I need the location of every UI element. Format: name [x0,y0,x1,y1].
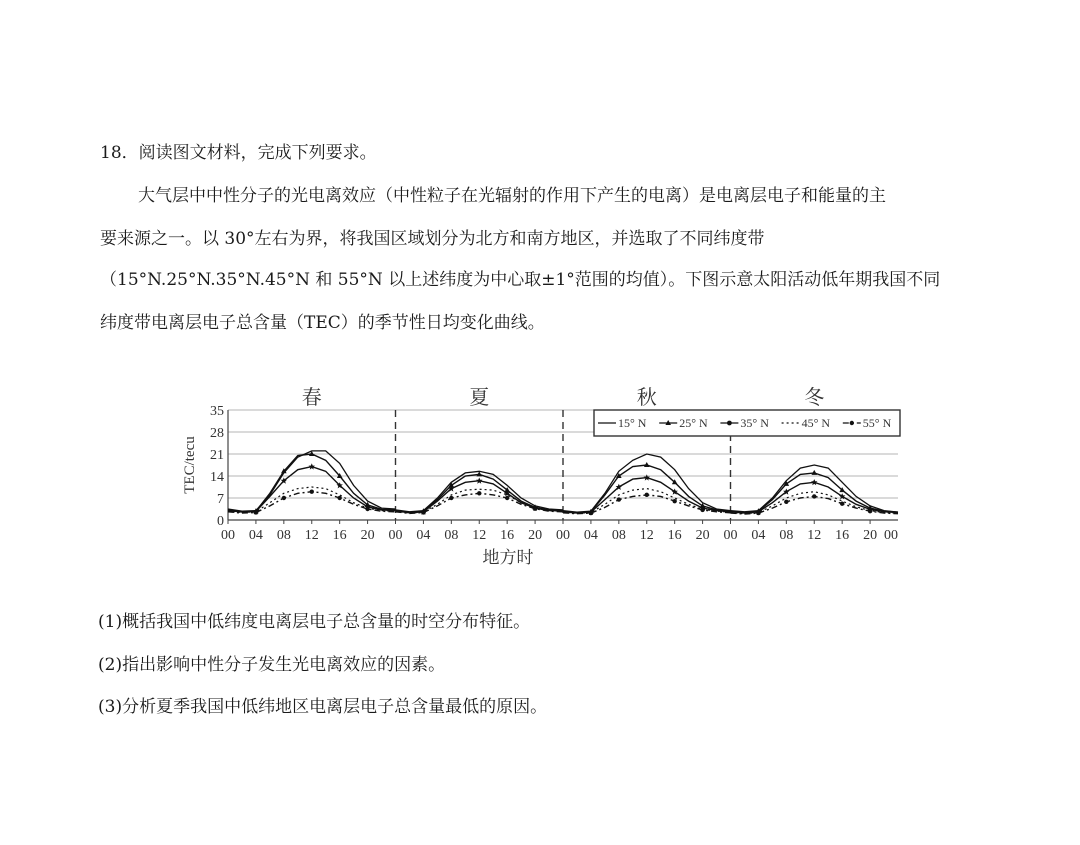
x-tick-label: 20 [695,528,710,543]
legend-label: 55° N [862,416,892,430]
series-line [563,465,731,513]
x-tick-label: 04 [248,528,263,543]
series-marker [645,493,649,497]
legend-label: 15° N [618,416,647,430]
x-tick-label: 00 [221,528,235,543]
x-tick-label: 20 [360,528,375,543]
y-tick-label: 35 [210,404,224,419]
series-marker [421,510,425,514]
x-tick-label: 12 [472,528,487,543]
y-tick-label: 14 [210,470,224,485]
legend-label: 45° N [801,416,831,430]
x-tick-label: 16 [500,528,515,543]
sub-question-3: (3)分析夏季我国中低纬地区电离层电子总含量最低的原因。 [98,697,548,717]
y-axis-title: TEC/tecu [182,436,198,494]
x-tick-label: 04 [416,528,431,543]
series-marker [477,491,481,495]
legend-marker [850,421,854,425]
y-tick-label: 21 [210,448,224,463]
x-tick-label: 20 [528,528,543,543]
series-marker [505,496,509,500]
season-label: 夏 [469,387,490,409]
season-label: 秋 [636,387,657,409]
x-tick-label: 12 [304,528,319,543]
series-marker [282,496,286,500]
series-marker [700,508,704,512]
series-marker [812,494,816,498]
series-marker [840,501,844,505]
intro-paragraph-line-2: 要来源之一。以 30°左右为界，将我国区域划分为北方和南方地区，并选取了不同纬度带 [100,229,765,249]
x-axis-title: 地方时 [482,548,534,567]
y-tick-label: 28 [210,426,224,441]
x-tick-label: 08 [779,528,794,543]
season-label: 春 [301,387,322,409]
series-line [563,489,731,514]
x-tick-label: 16 [667,528,682,543]
x-tick-label: 08 [444,528,459,543]
series-marker [672,499,676,503]
series-marker [617,497,621,501]
x-tick-label: 04 [751,528,766,543]
x-tick-label: 00 [884,528,898,543]
x-tick-label: 20 [863,528,878,543]
x-tick-label: 16 [835,528,850,543]
series-marker [589,511,593,515]
legend-label: 35° N [740,416,769,430]
x-tick-label: 00 [723,528,738,543]
intro-paragraph-line-3: （15°N.25°N.35°N.45°N 和 55°N 以上述纬度为中心取±1°范围的均值）。下图示意太阳活动低年期我国不同 [100,270,941,290]
sub-question-2: (2)指出影响中性分子发生光电离效应的因素。 [98,655,446,675]
series-marker [254,510,258,514]
series-marker [756,511,760,515]
x-tick-label: 12 [807,528,822,543]
question-number-title: 18．阅读图文材料，完成下列要求。 [100,143,377,163]
x-tick-label: 00 [388,528,403,543]
series-marker [644,462,650,467]
season-label: 冬 [804,387,825,409]
x-tick-label: 00 [556,528,570,543]
x-tick-label: 08 [276,528,291,543]
x-tick-label: 04 [583,528,598,543]
series-marker [784,500,788,504]
x-tick-label: 08 [611,528,626,543]
intro-paragraph-line-1: 大气层中中性分子的光电离效应（中性粒子在光辐射的作用下产生的电离）是电离层电子和能量的主 [138,186,886,206]
series-marker [868,509,872,513]
y-tick-label: 0 [217,514,224,529]
legend-marker [727,421,732,426]
x-tick-label: 16 [332,528,347,543]
series-line [396,481,564,513]
series-marker [811,470,817,475]
series-marker [310,490,314,494]
tec-seasonal-chart [170,380,910,570]
series-marker [449,496,453,500]
sub-question-1: (1)概括我国中低纬度电离层电子总含量的时空分布特征。 [98,612,531,632]
x-tick-label: 12 [639,528,654,543]
legend-label: 25° N [679,416,708,430]
series-marker [533,506,537,510]
y-tick-label: 7 [217,492,224,507]
series-marker [337,496,341,500]
series-line [228,451,396,511]
intro-paragraph-line-4: 纬度带电离层电子总含量（TEC）的季节性日均变化曲线。 [100,313,545,333]
series-marker [365,507,369,511]
